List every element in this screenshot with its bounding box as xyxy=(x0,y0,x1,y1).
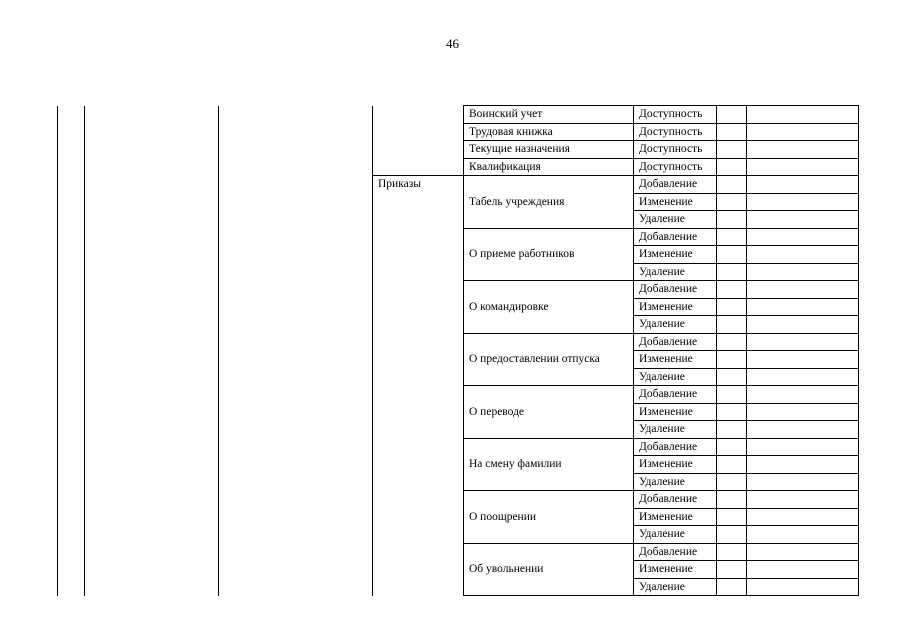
operation-cell: Изменение xyxy=(634,561,717,579)
empty-cell xyxy=(747,543,859,561)
empty-cell xyxy=(747,386,859,404)
empty-cell xyxy=(747,193,859,211)
empty-cell xyxy=(747,158,859,176)
empty-cell xyxy=(717,158,747,176)
operation-cell: Изменение xyxy=(634,193,717,211)
page-number: 46 xyxy=(446,36,459,51)
section-empty xyxy=(373,106,464,176)
operation-cell: Изменение xyxy=(634,246,717,264)
empty-cell xyxy=(717,403,747,421)
empty-col-1 xyxy=(58,106,85,596)
operation-cell: Доступность xyxy=(634,123,717,141)
empty-cell xyxy=(747,578,859,596)
empty-col-2 xyxy=(85,106,219,596)
empty-cell xyxy=(747,281,859,299)
operation-cell: Добавление xyxy=(634,176,717,194)
empty-cell xyxy=(717,176,747,194)
field-name: Трудовая книжка xyxy=(464,123,634,141)
operation-cell: Доступность xyxy=(634,158,717,176)
empty-cell xyxy=(717,106,747,124)
field-name: Квалификация xyxy=(464,158,634,176)
empty-cell xyxy=(717,141,747,159)
empty-col-3 xyxy=(219,106,373,596)
empty-cell xyxy=(717,351,747,369)
table-row xyxy=(58,106,859,124)
operation-cell: Удаление xyxy=(634,421,717,439)
operation-cell: Добавление xyxy=(634,333,717,351)
operation-cell: Добавление xyxy=(634,491,717,509)
operation-cell: Доступность xyxy=(634,141,717,159)
field-name: Текущие назначения xyxy=(464,141,634,159)
operation-cell: Удаление xyxy=(634,368,717,386)
operation-cell: Изменение xyxy=(634,456,717,474)
order-name: Об увольнении xyxy=(464,543,634,596)
empty-cell xyxy=(717,246,747,264)
operation-cell: Добавление xyxy=(634,281,717,299)
empty-cell xyxy=(717,456,747,474)
empty-cell xyxy=(717,526,747,544)
empty-cell xyxy=(717,438,747,456)
operation-cell: Изменение xyxy=(634,298,717,316)
empty-cell xyxy=(717,368,747,386)
empty-cell xyxy=(717,316,747,334)
operation-cell: Добавление xyxy=(634,228,717,246)
empty-cell xyxy=(747,438,859,456)
empty-cell xyxy=(717,123,747,141)
order-name: О приеме работников xyxy=(464,228,634,281)
permissions-table xyxy=(57,105,859,596)
empty-cell xyxy=(747,421,859,439)
empty-cell xyxy=(747,106,859,124)
empty-cell xyxy=(747,211,859,229)
operation-cell: Удаление xyxy=(634,211,717,229)
empty-cell xyxy=(717,491,747,509)
empty-cell xyxy=(747,491,859,509)
operation-cell: Добавление xyxy=(634,438,717,456)
section-label: Приказы xyxy=(373,176,464,596)
order-name: О командировке xyxy=(464,281,634,334)
operation-cell: Доступность xyxy=(634,106,717,124)
empty-cell xyxy=(747,123,859,141)
empty-cell xyxy=(747,368,859,386)
empty-cell xyxy=(747,228,859,246)
empty-cell xyxy=(747,316,859,334)
empty-cell xyxy=(747,456,859,474)
empty-cell xyxy=(717,228,747,246)
empty-cell xyxy=(747,333,859,351)
order-name: О поощрении xyxy=(464,491,634,544)
empty-cell xyxy=(717,298,747,316)
empty-cell xyxy=(717,473,747,491)
empty-cell xyxy=(717,578,747,596)
empty-cell xyxy=(717,421,747,439)
operation-cell: Удаление xyxy=(634,578,717,596)
empty-cell xyxy=(747,526,859,544)
order-name: Табель учреждения xyxy=(464,176,634,229)
operation-cell: Изменение xyxy=(634,508,717,526)
empty-cell xyxy=(747,263,859,281)
order-name: О предоставлении отпуска xyxy=(464,333,634,386)
empty-cell xyxy=(717,263,747,281)
empty-cell xyxy=(747,176,859,194)
empty-cell xyxy=(747,508,859,526)
empty-cell xyxy=(717,193,747,211)
empty-cell xyxy=(717,543,747,561)
empty-cell xyxy=(747,298,859,316)
operation-cell: Добавление xyxy=(634,543,717,561)
empty-cell xyxy=(717,508,747,526)
empty-cell xyxy=(747,351,859,369)
operation-cell: Удаление xyxy=(634,263,717,281)
empty-cell xyxy=(717,386,747,404)
empty-cell xyxy=(717,281,747,299)
empty-cell xyxy=(717,333,747,351)
empty-cell xyxy=(747,246,859,264)
empty-cell xyxy=(747,561,859,579)
empty-cell xyxy=(717,211,747,229)
empty-cell xyxy=(717,561,747,579)
operation-cell: Удаление xyxy=(634,316,717,334)
operation-cell: Удаление xyxy=(634,473,717,491)
order-name: О переводе xyxy=(464,386,634,439)
empty-cell xyxy=(747,141,859,159)
empty-cell xyxy=(747,473,859,491)
order-name: На смену фамилии xyxy=(464,438,634,491)
operation-cell: Добавление xyxy=(634,386,717,404)
empty-cell xyxy=(747,403,859,421)
operation-cell: Изменение xyxy=(634,351,717,369)
operation-cell: Удаление xyxy=(634,526,717,544)
field-name: Воинский учет xyxy=(464,106,634,124)
operation-cell: Изменение xyxy=(634,403,717,421)
